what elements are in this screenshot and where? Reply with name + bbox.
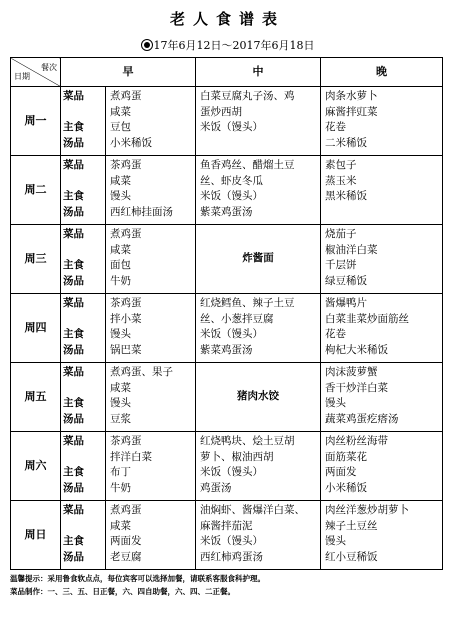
category-label: 主食: [63, 121, 84, 133]
dish-item: 素包子: [325, 159, 357, 171]
lunch-cell: [196, 156, 321, 225]
dish-item: 绿豆稀饭: [325, 274, 367, 287]
day-label: 周二: [11, 156, 61, 225]
category-label: 主食: [63, 466, 84, 478]
date-range-text: 17年6月12日～2017年6月18日: [153, 39, 315, 52]
category-label: 菜品: [63, 90, 84, 102]
lunch-cell: [196, 432, 321, 501]
dish-item: 煮鸡蛋: [110, 504, 142, 516]
table-row: [11, 87, 443, 156]
dish-item: 牛奶: [110, 481, 131, 494]
dish-item: [200, 136, 320, 152]
header-lunch: 中: [196, 58, 321, 87]
date-marker-icon: [141, 39, 153, 51]
day-label: 周三: [11, 225, 61, 294]
dish-item: 蒸玉米: [325, 174, 357, 187]
category-label: [63, 243, 105, 259]
dish-item: 布丁: [110, 466, 131, 478]
lunch-cell: [196, 294, 321, 363]
dish-item: 米饭（馒头）: [200, 535, 263, 547]
dish-item: 萝卜、椒油西胡: [200, 450, 274, 463]
dish-item: 豆包: [110, 121, 131, 133]
category-label: 主食: [63, 328, 84, 340]
dish-item: 丝、小葱拌豆腐: [200, 312, 274, 325]
dish-item: 肉丝洋葱炒胡萝卜: [325, 504, 409, 516]
day-label: 周五: [11, 363, 61, 432]
dish-item: 馒头: [110, 328, 131, 340]
dish-item: 咸菜: [110, 519, 131, 532]
dish-item: 馒头: [325, 397, 346, 409]
dish-item: 咸菜: [110, 174, 131, 187]
header-breakfast: 早: [61, 58, 196, 87]
menu-table: [10, 57, 443, 570]
dish-item: [325, 205, 442, 221]
dish-item: 紫菜鸡蛋汤: [200, 205, 253, 218]
dish-item: 茶鸡蛋: [110, 159, 142, 171]
dish-item: 米饭（馒头）: [200, 328, 263, 340]
category-label: [63, 174, 105, 190]
category-labels: [61, 156, 106, 225]
dish-item: 牛奶: [110, 274, 131, 287]
breakfast-cell: [106, 156, 196, 225]
dish-item: 面筋菜花: [325, 450, 367, 463]
header-dinner: 晚: [321, 58, 443, 87]
dish-item: 红小豆稀饭: [325, 550, 378, 563]
dish-item: 辣子土豆丝: [325, 519, 378, 532]
category-labels: [61, 225, 106, 294]
category-label: 菜品: [63, 435, 84, 447]
dish-item: 锅巴菜: [110, 343, 142, 356]
dish-item: 丝、虾皮冬瓜: [200, 174, 263, 187]
dish-item: 二米稀饭: [325, 136, 367, 149]
dish-item: 咸菜: [110, 243, 131, 256]
dish-item: 麻酱拌茄泥: [200, 519, 253, 532]
dish-item: 酱爆鸭片: [325, 297, 367, 309]
header-meal-label: 餐次: [41, 63, 57, 72]
category-label: 汤品: [63, 412, 84, 425]
dish-item: 拌洋白菜: [110, 450, 152, 463]
dish-item: 馒头: [110, 397, 131, 409]
category-label: 汤品: [63, 205, 84, 218]
breakfast-cell: [106, 501, 196, 570]
category-label: 汤品: [63, 274, 84, 287]
breakfast-cell: [106, 432, 196, 501]
dish-item: 鸡蛋汤: [200, 481, 232, 494]
dinner-cell: [321, 501, 443, 570]
dish-item: 枸杞大米稀饭: [325, 343, 388, 356]
dinner-cell: [321, 87, 443, 156]
dish-item: 馒头: [325, 535, 346, 547]
page-title: 老人食谱表: [169, 10, 285, 28]
table-row: [11, 501, 443, 570]
breakfast-cell: [106, 363, 196, 432]
category-labels: [61, 363, 106, 432]
dish-item: 茶鸡蛋: [110, 297, 142, 309]
dish-item: 小米稀饭: [110, 136, 152, 149]
dish-item: 西红柿鸡蛋汤: [200, 550, 263, 563]
dish-item: 小米稀饭: [325, 481, 367, 494]
category-label: 主食: [63, 259, 84, 271]
dish-item: 老豆腐: [110, 550, 142, 563]
category-label: [63, 381, 105, 397]
dinner-cell: [321, 156, 443, 225]
dish-item: 鱼香鸡丝、醋熘土豆: [200, 159, 295, 171]
category-label: 主食: [63, 190, 84, 202]
category-label: 汤品: [63, 136, 84, 149]
table-row: [11, 294, 443, 363]
dish-item: 肉沫菠萝蟹: [325, 366, 378, 378]
note-tip: 温馨提示：采用鲁食软点点，每位宾客可以选择加餐，请联系客服食科护理。: [10, 574, 265, 583]
day-label: 周日: [11, 501, 61, 570]
dish-item: 咸菜: [110, 381, 131, 394]
lunch-cell: [196, 87, 321, 156]
dish-item: 花卷: [325, 121, 346, 133]
dish-item: 蛋炒西胡: [200, 105, 242, 118]
dish-item: 煮鸡蛋、果子: [110, 366, 173, 378]
lunch-cell: 猪肉水饺: [196, 363, 321, 432]
table-header-row: [11, 58, 443, 87]
category-label: 主食: [63, 535, 84, 547]
category-label: 菜品: [63, 297, 84, 309]
dish-item: 肉条水萝卜: [325, 90, 378, 102]
dish-item: 千层饼: [325, 259, 357, 271]
header-corner: [11, 58, 61, 87]
category-label: [63, 519, 105, 535]
dish-item: 肉丝粉丝海带: [325, 435, 388, 447]
dinner-cell: [321, 432, 443, 501]
dish-item: 红烧鳕鱼、辣子土豆: [200, 297, 295, 309]
dish-item: 米饭（馒头）: [200, 190, 263, 202]
dish-item: 烧茄子: [325, 228, 357, 240]
dinner-cell: [321, 294, 443, 363]
breakfast-cell: [106, 225, 196, 294]
category-label: 菜品: [63, 504, 84, 516]
dish-item: 豆浆: [110, 412, 131, 425]
dish-item: 白菜豆腐丸子汤、鸡: [200, 90, 295, 102]
dish-item: 煮鸡蛋: [110, 90, 142, 102]
dish-item: 咸菜: [110, 105, 131, 118]
category-label: [63, 312, 105, 328]
dish-item: 米饭（馒头）: [200, 466, 263, 478]
lunch-cell: [196, 501, 321, 570]
note-schedule: 菜品制作：一、三、五、日正餐，六、四自助餐，六、四、二正餐。: [10, 587, 235, 596]
category-label: 汤品: [63, 481, 84, 494]
breakfast-cell: [106, 87, 196, 156]
table-row: [11, 432, 443, 501]
category-labels: [61, 432, 106, 501]
dish-item: 煮鸡蛋: [110, 228, 142, 240]
category-labels: [61, 501, 106, 570]
day-label: 周六: [11, 432, 61, 501]
dish-item: 茶鸡蛋: [110, 435, 142, 447]
notes: [10, 572, 442, 598]
header-date-label: 日期: [14, 71, 30, 81]
category-label: 菜品: [63, 228, 84, 240]
dish-item: 米饭（馒头）: [200, 121, 263, 133]
dish-item: 面包: [110, 259, 131, 271]
dish-item: 白菜韭菜炒面筋丝: [325, 312, 409, 325]
table-row: [11, 363, 443, 432]
dish-item: 西红柿挂面汤: [110, 205, 173, 218]
category-label: 主食: [63, 397, 84, 409]
dinner-cell: [321, 225, 443, 294]
table-row: [11, 156, 443, 225]
dish-item: 香干炒洋白菜: [325, 381, 388, 394]
day-label: 周一: [11, 87, 61, 156]
dish-item: 花卷: [325, 328, 346, 340]
breakfast-cell: [106, 294, 196, 363]
lunch-cell: 炸酱面: [196, 225, 321, 294]
dish-item: 椒油洋白菜: [325, 243, 378, 256]
category-label: 汤品: [63, 550, 84, 563]
category-label: 菜品: [63, 159, 84, 171]
day-label: 周四: [11, 294, 61, 363]
dish-item: 拌小菜: [110, 312, 142, 325]
date-range: [0, 37, 455, 53]
category-label: [63, 105, 105, 121]
table-row: [11, 225, 443, 294]
category-label: [63, 450, 105, 466]
dish-item: 两面发: [110, 535, 142, 547]
dinner-cell: [321, 363, 443, 432]
dish-item: 蔬菜鸡蛋疙瘩汤: [325, 412, 399, 425]
dish-item: 馒头: [110, 190, 131, 202]
dish-item: 黑米稀饭: [325, 190, 367, 202]
category-label: 汤品: [63, 343, 84, 356]
category-label: 菜品: [63, 366, 84, 378]
dish-item: 油焖虾、酱爆洋白菜、: [200, 504, 305, 516]
category-labels: [61, 87, 106, 156]
dish-item: 紫菜鸡蛋汤: [200, 343, 253, 356]
dish-item: 两面发: [325, 466, 357, 478]
dish-item: 麻酱拌豇菜: [325, 105, 378, 118]
category-labels: [61, 294, 106, 363]
dish-item: 红烧鸭块、烩土豆胡: [200, 435, 295, 447]
